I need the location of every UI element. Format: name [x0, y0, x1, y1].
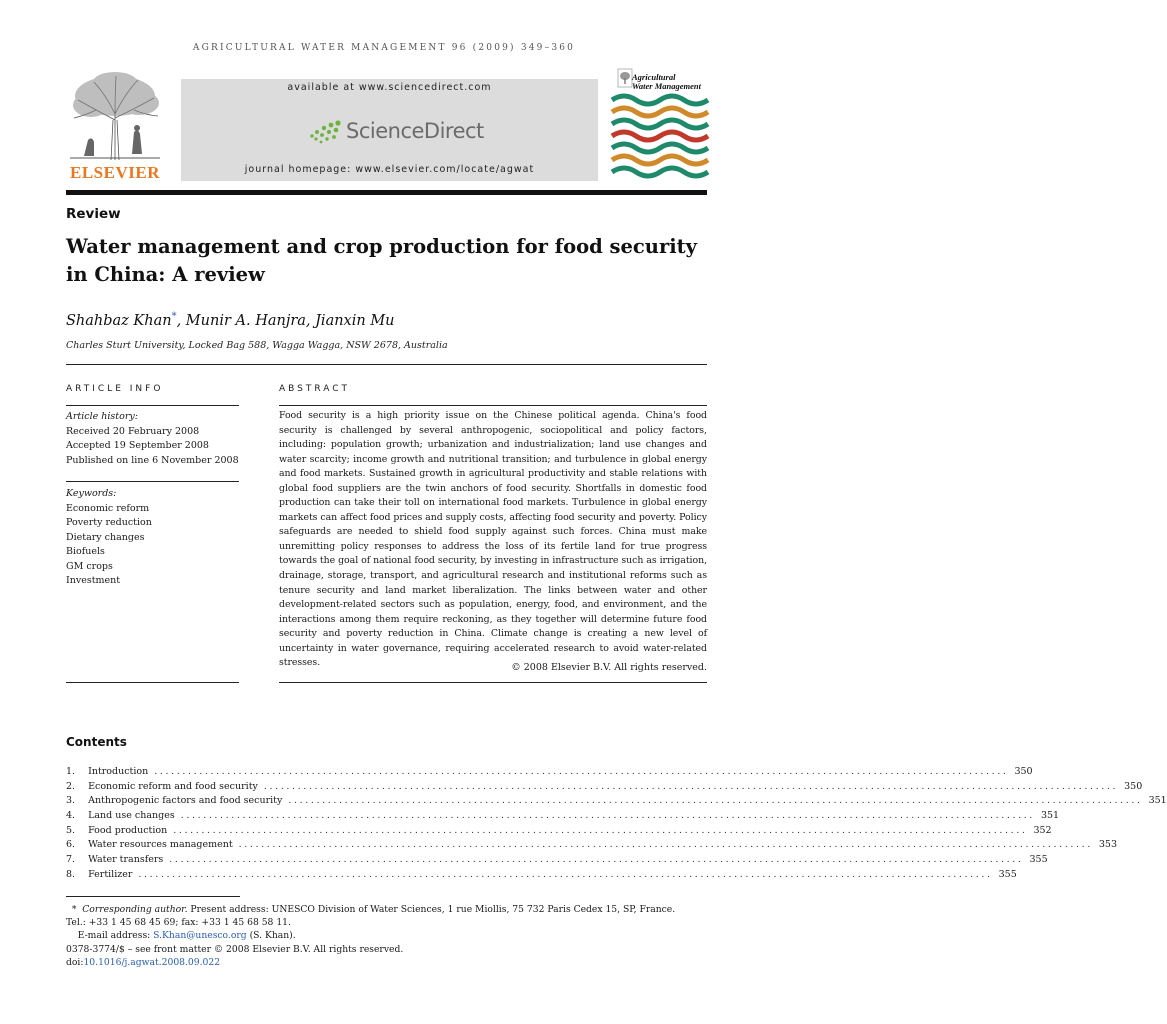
- available-at-link[interactable]: available at www.sciencedirect.com: [287, 82, 492, 93]
- toc-item[interactable]: 5. Food production ........................................................................................................................................................ 352: [66, 824, 1052, 836]
- toc-leader: ........................................................................................................................................................: [154, 766, 1009, 777]
- doi-link[interactable]: 10.1016/j.agwat.2008.09.022: [83, 956, 221, 968]
- received-date: Received 20 February 2008: [66, 425, 200, 437]
- header-divider: [66, 364, 707, 365]
- toc-leader: ........................................................................................................................................................: [238, 839, 1093, 851]
- contents-heading: Contents: [66, 735, 127, 749]
- sciencedirect-dots-icon: [308, 119, 344, 145]
- author-khan: Shahbaz Khan: [66, 312, 172, 329]
- authors: [66, 311, 395, 329]
- keyword: Economic reform: [66, 502, 150, 514]
- elsevier-tree-icon: [66, 70, 164, 162]
- toc-item[interactable]: 7. Water transfers ........................................................................................................................................................ 355: [66, 854, 1048, 866]
- article-info-heading: ARTICLE INFO: [66, 384, 164, 394]
- abstract-copyright: © 2008 Elsevier B.V. All rights reserved.: [511, 662, 707, 673]
- keyword: Biofuels: [66, 546, 105, 557]
- abstract-text: Food security is a high priority issue on the Chinese political agenda. China's food security is challenged by several anthropogenic, sociopolitical and policy factors, including: population growth; urbanization and industrialization; land use changes and water scarcity; income growth and nutritional transition; and turbulence in global energy and food markets. Sustained growth in agricultural productivity and stable relations with global food suppliers are the twin anchors of food security. Shortfalls in domestic food production can take their toll on international food markets. Turbulence in global energy markets can affect food prices and supply costs, affecting food security and poverty. Policy safeguards are needed to shield food supply against such forces. China must make unremitting policy responses to address the loss of its fertile land for true progress towards the goal of national food security, by investing in infrastructure such as irrigation, drainage, storage, transport, and agricultural research and institutional reforms such as tenure security and land market liberalization. The links between water and other development-related sectors such as population, energy, food, and environment, and the interactions among them require reckoning, as they together will determine future food security and poverty reduction in China. Climate change is creating a new level of uncertainty in water governance, requiring accelerated research to avoid water-related stresses.: [279, 410, 707, 669]
- email-line: E-mail address: S.Khan@unesco.org (S. Khan).: [77, 930, 296, 942]
- elsevier-mini-logo-icon: [618, 69, 632, 87]
- published-date: Published on line 6 November 2008: [66, 454, 239, 466]
- authors-rest: , Munir A. Hanjra, Jianxin Mu: [176, 312, 395, 329]
- corresponding-author-marker[interactable]: *: [171, 311, 177, 322]
- journal-cover: [612, 67, 708, 182]
- footnotes: [66, 903, 707, 969]
- toc-item[interactable]: 1. Introduction ........................................................................................................................................................ 350: [66, 766, 1033, 777]
- keyword: Dietary changes: [66, 531, 145, 543]
- toc-item[interactable]: 3. Anthropogenic factors and food security ........................................................................................................................................................ 351: [66, 795, 1167, 807]
- masthead-rule: [66, 190, 707, 195]
- keywords-rule: [66, 481, 239, 482]
- sciencedirect-banner: [181, 79, 598, 181]
- toc-leader: ........................................................................................................................................................: [169, 854, 1024, 866]
- footnote-rule: [66, 896, 240, 897]
- toc-leader: ........................................................................................................................................................: [288, 795, 1143, 807]
- toc-item[interactable]: 2. Economic reform and food security ........................................................................................................................................................ 350: [66, 780, 1143, 792]
- elsevier-logo: [66, 70, 164, 183]
- accepted-date: Accepted 19 September 2008: [66, 440, 209, 451]
- sciencedirect-wordmark: ScienceDirect: [346, 119, 484, 143]
- elsevier-wordmark: ELSEVIER: [70, 163, 160, 182]
- keyword: Investment: [66, 575, 121, 586]
- contact-phone: Tel.: +33 1 45 68 45 69; fax: +33 1 45 68 58 11.: [66, 917, 291, 929]
- toc-item[interactable]: 8. Fertilizer ........................................................................................................................................................ 355: [66, 868, 1017, 880]
- toc-item[interactable]: 6. Water resources management ........................................................................................................................................................ 353: [66, 839, 1118, 851]
- affiliation: Charles Sturt University, Locked Bag 588, Wagga Wagga, NSW 2678, Australia: [66, 340, 448, 351]
- issn-line: 0378-3774/$ – see front matter © 2008 Elsevier B.V. All rights reserved.: [66, 943, 404, 955]
- toc-leader: ........................................................................................................................................................: [173, 824, 1028, 836]
- toc-item[interactable]: 4. Land use changes ........................................................................................................................................................ 351: [66, 810, 1060, 822]
- email-link[interactable]: S.Khan@unesco.org: [153, 930, 247, 942]
- article-info-rule: [66, 405, 239, 406]
- table-of-contents: [66, 766, 1167, 884]
- corresponding-author-note: * Corresponding author. Present address: UNESCO Division of Water Sciences, 1 rue Miollis, 75 732 Paris Cedex 15, SP, France.: [71, 904, 676, 915]
- cover-pattern-icon: [612, 92, 708, 184]
- toc-leader: ........................................................................................................................................................: [263, 780, 1119, 792]
- abstract-rule: [279, 405, 707, 406]
- journal-cover-title: Agricultural Water Management: [632, 72, 702, 91]
- toc-leader: ........................................................................................................................................................: [180, 810, 1035, 822]
- running-head: AGRICULTURAL WATER MANAGEMENT 96 (2009) 349–360: [192, 43, 576, 53]
- article-history: Article history: Received 20 February 2008 Accepted 19 September 2008 Published on line 6 November 2008: [66, 410, 239, 468]
- toc-leader: ........................................................................................................................................................: [138, 868, 993, 880]
- abstract-heading: ABSTRACT: [279, 384, 351, 394]
- keyword: GM crops: [66, 560, 113, 572]
- keywords: Keywords: Economic reform Poverty reduction Dietary changes Biofuels GM crops Investment: [66, 487, 239, 589]
- doi-line: doi:10.1016/j.agwat.2008.09.022: [66, 956, 221, 968]
- sciencedirect-logo[interactable]: [308, 117, 484, 147]
- article-info-bottom-rule: [66, 682, 239, 683]
- article-title: Water management and crop production for food security in China: A review: [66, 235, 697, 286]
- keyword: Poverty reduction: [66, 517, 152, 528]
- article-type: Review: [66, 206, 121, 222]
- journal-homepage-link[interactable]: journal homepage: www.elsevier.com/locate/agwat: [244, 164, 535, 175]
- abstract-bottom-rule: [279, 682, 707, 683]
